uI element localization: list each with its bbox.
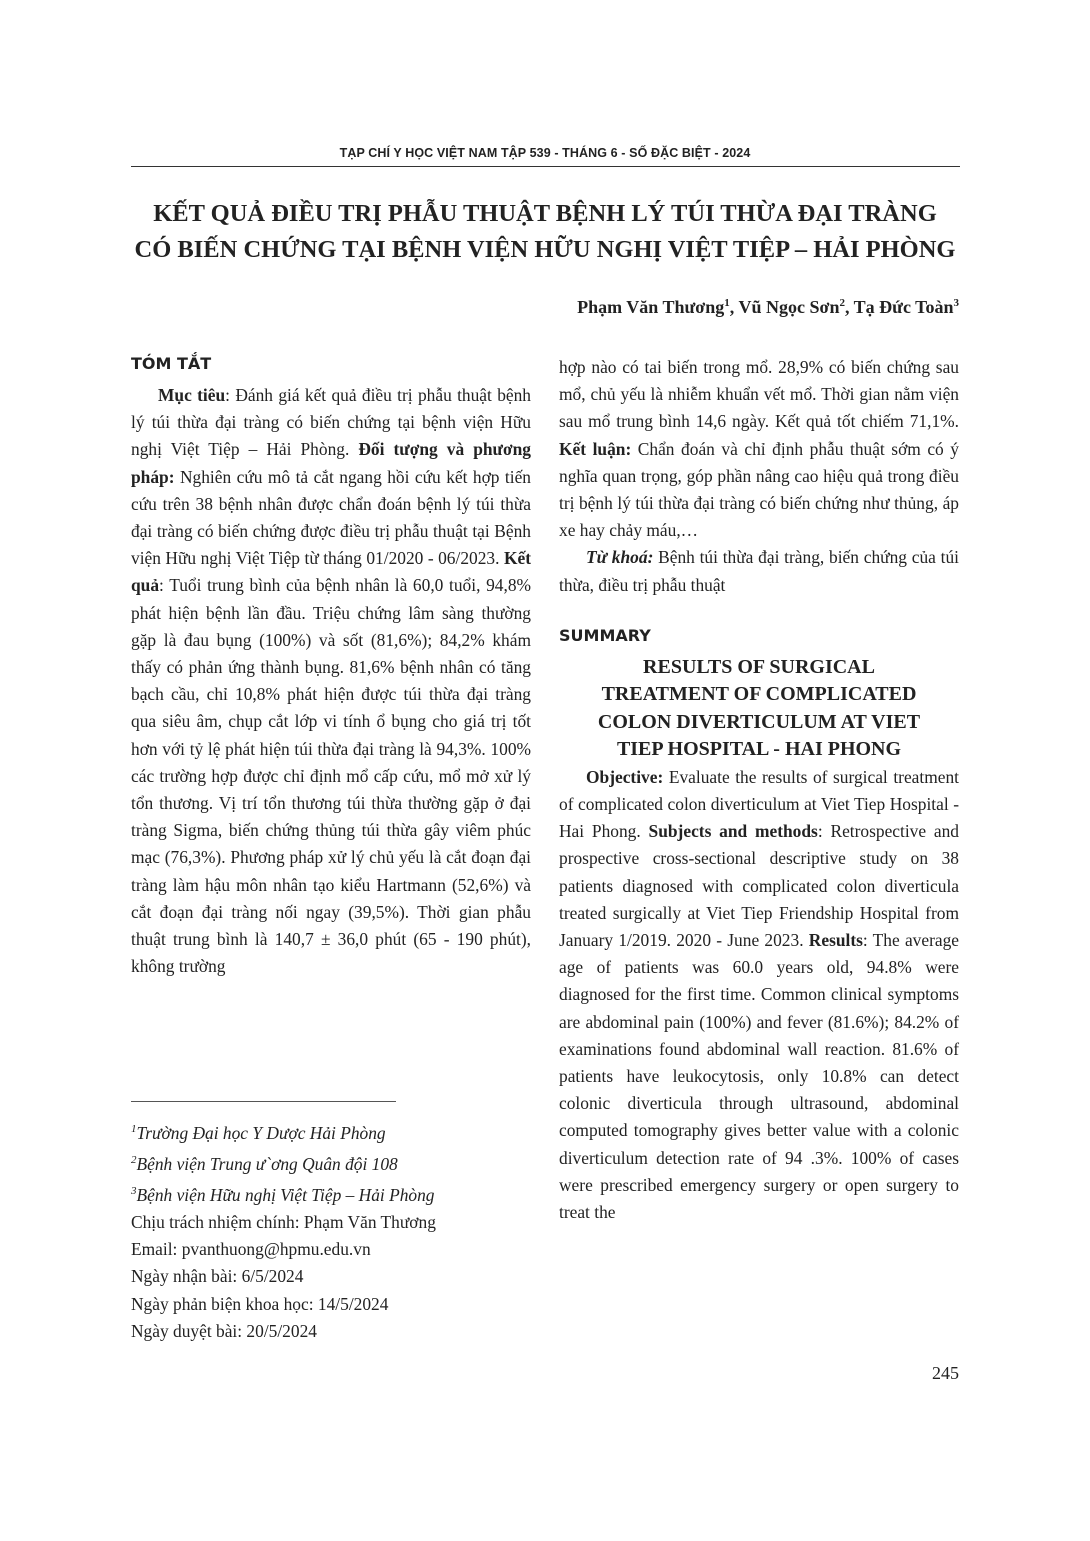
bold-run: Đối tượng và phương pháp: [131,439,531,487]
english-title-line: TREATMENT OF COMPLICATED [601,683,917,706]
title-line-1: KẾT QUẢ ĐIỀU TRỊ PHẪU THUẬT BỆNH LÝ TÚI THỪA ĐẠI TRÀNG [153,200,937,227]
text-run: Nghiên cứu mô tả cắt ngang hồi cứu kết hợp tiến cứu trên 38 bệnh nhân được chẩn đoán bệnh lý túi thừa đại tràng có biến chứng được điều trị phẫu thuật tại Bệnh viện Hữu nghị Việt Tiệp từ tháng 01/2020 - 06/2023. [131,466,531,569]
abstract-heading-vi: TÓM TẮT [131,354,212,373]
bold-run: Mục tiêu [158,385,226,405]
article-title [110,196,980,268]
bold-run: Kết quả [131,548,531,596]
affiliation-3 [131,1178,531,1209]
footnotes [131,1116,531,1345]
english-title [559,654,959,764]
author-separator: , [729,297,739,317]
text-run: : Tuổi trung bình của bệnh nhân là 60,0 tuổi, 94,8% phát hiện bệnh lần đầu. Triệu chứng lâm sàng thường gặp là đau bụng (100%) và sốt (81,6%); 84,2% khám thấy có phản ứng thành bụng. 81,6% bệnh nhân có tăng bạch cầu, chỉ 10,8% phát hiện được túi thừa đại tràng qua siêu âm, chụp cắt lớp vi tính ổ bụng cho giá trị tốt hơn với tỷ lệ phát hiện túi thừa đại tràng là 94,3%. 100% các trường hợp được chỉ định mổ cấp cứu, mổ mở xử lý tổn thương. Vị trí tổn thương túi thừa thường gặp ở đại tràng Sigma, biến chứng thủng túi thừa gây viêm phúc mạc (76,3%). Phương pháp xử lý chủ yếu là cắt đoạn đại tràng làm hậu môn nhân tạo kiểu Hartmann (52,6%) và cắt đoạn đại tràng nối ngay (39,5%). Thời gian phẫu thuật trung bình là 140,7 ± 36,0 phút (65 - 190 phút), không trường [131,575,531,977]
text-run: : The average age of patients was 60.0 years old, 94.8% were diagnosed for the first time. Common clinical symptoms are abdominal pain (100%) and fever (81.6%); 84.2% of examinations found abdominal wall reaction. 81.6% of patients have leukocytosis, only 10.8% can detect colonic diverticula through ultrasound, abdominal computed tomography gives better value with a colonic diverticulum detection rate of 94 .3%. 100% of cases were prescribed emergency surgery or open surgery to treat the [559,930,960,1223]
author-separator: , [844,297,854,317]
author-affiliation-mark: 3 [953,297,959,309]
text-run: hợp nào có tai biến trong mổ. 28,9% có biến chứng sau mổ, chủ yếu là nhiễm khuẩn vết mổ. Thời gian nằm viện sau mổ trung bình 14,6 ngày. Kết quả tốt chiếm 71,1%. [559,357,959,432]
english-title-line: RESULTS OF SURGICAL [643,655,875,678]
text-run: Chẩn đoán và chỉ định phẫu thuật sớm có ý nghĩa quan trọng, góp phần nâng cao hiệu quả trong điều trị bệnh lý túi thừa đại tràng có biến chứng như thủng, áp xe hay chảy máu,… [559,438,959,541]
author-affiliation-mark: 1 [724,297,730,309]
date-reviewed: Ngày phản biện khoa học: 14/5/2024 [131,1293,389,1314]
email: Email: pvanthuong@hpmu.edu.vn [131,1239,371,1260]
abstract-heading-en: SUMMARY [559,625,651,645]
date-received: Ngày nhận bài: 6/5/2024 [131,1266,304,1287]
affiliation-text: Bệnh viện Trung ư`ơng Quân đội 108 [136,1153,398,1174]
english-title-line: TIEP HOSPITAL - HAI PHONG [616,738,902,761]
title-line-2: CÓ BIẾN CHỨNG TẠI BỆNH VIỆN HỮU NGHỊ VIỆT TIỆP – HẢI PHÒNG [134,236,956,263]
header-rule [131,166,960,167]
text-run: : Đánh giá kết quả điều trị phẫu thuật bệnh lý túi thừa đại tràng có biến chứng tại bệnh viện Hữu nghị Việt Tiệp – Hải Phòng. [131,385,531,460]
author-name: Tạ Đức Toàn [853,297,954,317]
abstract-paragraph-en [559,764,959,1226]
author-affiliation-mark: 2 [839,297,845,309]
running-header: TẠP CHÍ Y HỌC VIỆT NAM TẬP 539 - THÁNG 6 - SỐ ĐẶC BIỆT - 2024 [339,146,751,160]
footnote-rule [131,1101,396,1102]
text-run: : Retrospective and prospective cross-sectional descriptive study on 38 patients diagnosed with complicated colon diverticula treated surgically at Viet Tiep Friendship Hospital from January 1/2019. 2020 - June 2023. [559,821,960,951]
affiliation-text: Trường Đại học Y Dược Hải Phòng [136,1122,386,1143]
left-column [131,354,531,980]
english-title-line: COLON DIVERTICULUM AT VIET [597,710,921,733]
right-column [559,354,959,1226]
keywords-vi [559,544,959,598]
affiliation-text: Bệnh viện Hữu nghị Việt Tiệp – Hải Phòng [136,1184,435,1205]
corresponding-author: Chịu trách nhiệm chính: Phạm Văn Thương [131,1212,436,1232]
bold-run: Subjects and methods [648,821,818,842]
affiliation-1 [131,1116,531,1147]
abstract-paragraph-vi-part2 [559,354,959,544]
affiliation-2 [131,1147,531,1178]
abstract-paragraph-vi-part1 [131,382,531,980]
bold-run: Objective: [586,766,664,787]
affiliation-mark: 1 [131,1123,137,1135]
bold-run: Results [808,930,863,951]
keywords-text: Bệnh túi thừa đại tràng, biến chứng của túi thừa, điều trị phẫu thuật [559,547,959,595]
affiliation-mark: 3 [131,1185,137,1197]
author-name: Phạm Văn Thương [577,297,725,317]
keywords-label: Từ khoá: [586,547,654,568]
date-accepted: Ngày duyệt bài: 20/5/2024 [131,1320,317,1341]
bold-run: Kết luận: [559,438,632,459]
author-name: Vũ Ngọc Sơn [738,297,840,317]
text-run: Evaluate the results of surgical treatment of complicated colon diverticulum at Viet Tiep Hospital - Hai Phong. [559,766,959,842]
author-list [577,297,959,318]
page-number: 245 [932,1363,959,1383]
affiliation-mark: 2 [131,1154,137,1166]
